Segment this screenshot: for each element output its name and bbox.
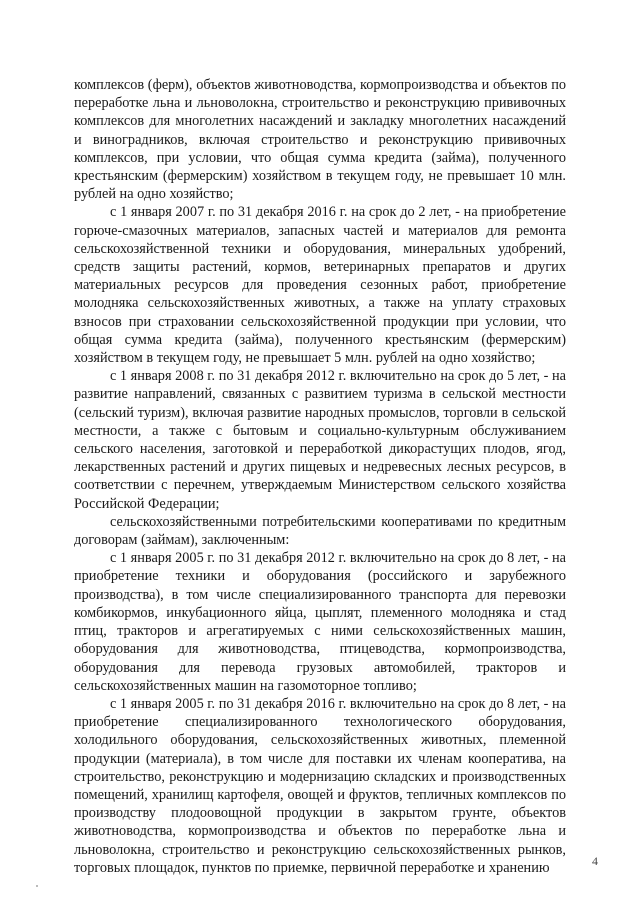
paragraph: с 1 января 2005 г. по 31 декабря 2012 г. включительно на срок до 8 лет, - на приобретение техники и оборудования (российского и зарубежного производства), в том числе специализированного транспорта для перевозки комбикормов, инкубационного яйца, цыплят, племенного молодняка и стад птиц, тракторов и агрегатируемых с ними сельскохозяйственных машин, оборудования для животноводства, птицеводства, кормопроизводства, оборудования для перевода грузовых автомобилей, тракторов и сельскохозяйственных машин на газомоторное топливо;	[74, 550, 566, 694]
paragraph: с 1 января 2008 г. по 31 декабря 2012 г. включительно на срок до 5 лет, - на развитие направлений, связанных с развитием туризма в сельской местности (сельский туризм), включая развитие народных промыслов, торговли в сельской местности, а также с бытовым и социально-культурным обслуживанием сельского населения, заготовкой и переработкой дикорастущих плодов, ягод, лекарственных растений и других пищевых и недревесных лесных ресурсов, в соответствии с перечнем, утверждаемым Министерством сельского хозяйства Российской Федерации;	[74, 368, 566, 512]
page-number: 4	[592, 854, 598, 868]
paragraph: с 1 января 2007 г. по 31 декабря 2016 г. на срок до 2 лет, - на приобретение горюче-смазочных материалов, запасных частей и материалов для ремонта сельскохозяйственной техники и оборудования, минеральных удобрений, средств защиты растений, кормов, ветеринарных препаратов и других материальных ресурсов для проведения сезонных работ, приобретение молодняка сельскохозяйственных животных, а также на уплату страховых взносов при страховании сельскохозяйственной продукции при условии, что общая сумма кредита (займа), полученного крестьянским (фермерским) хозяйством в текущем году, не превышает 5 млн. рублей на одно хозяйство;	[74, 204, 566, 367]
paragraph: сельскохозяйственными потребительскими кооперативами по кредитным договорам (займам), заключенным:	[74, 513, 566, 549]
scan-artifact	[36, 885, 38, 887]
paragraph: с 1 января 2005 г. по 31 декабря 2016 г. включительно на срок до 8 лет, - на приобретение специализированного технологического оборудования, холодильного оборудования, сельскохозяйственных животных, племенной продукции (материала), в том числе для поставки их членам кооператива, на строительство, реконструкцию и модернизацию складских и производственных помещений, хранилищ картофеля, овощей и фруктов, тепличных комплексов по производству плодоовощной продукции в закрытом грунте, объектов животноводства, кормопроизводства и объектов по переработке льна и льноволокна, строительство и реконструкцию сельскохозяйственных рынков, торговых площадок, пунктов по приемке, первичной переработке и хранению	[74, 695, 566, 876]
paragraph: комплексов (ферм), объектов животноводства, кормопроизводства и объектов по переработке льна и льноволокна, строительство и реконструкцию прививочных комплексов для многолетних насаждений и закладку многолетних насаждений и виноградников, включая строительство и реконструкцию прививочных комплексов, при условии, что общая сумма кредита (займа), полученного крестьянским (фермерским) хозяйством в текущем году, не превышает 10 млн. рублей на одно хозяйство;	[74, 77, 566, 203]
document-body	[74, 76, 566, 877]
